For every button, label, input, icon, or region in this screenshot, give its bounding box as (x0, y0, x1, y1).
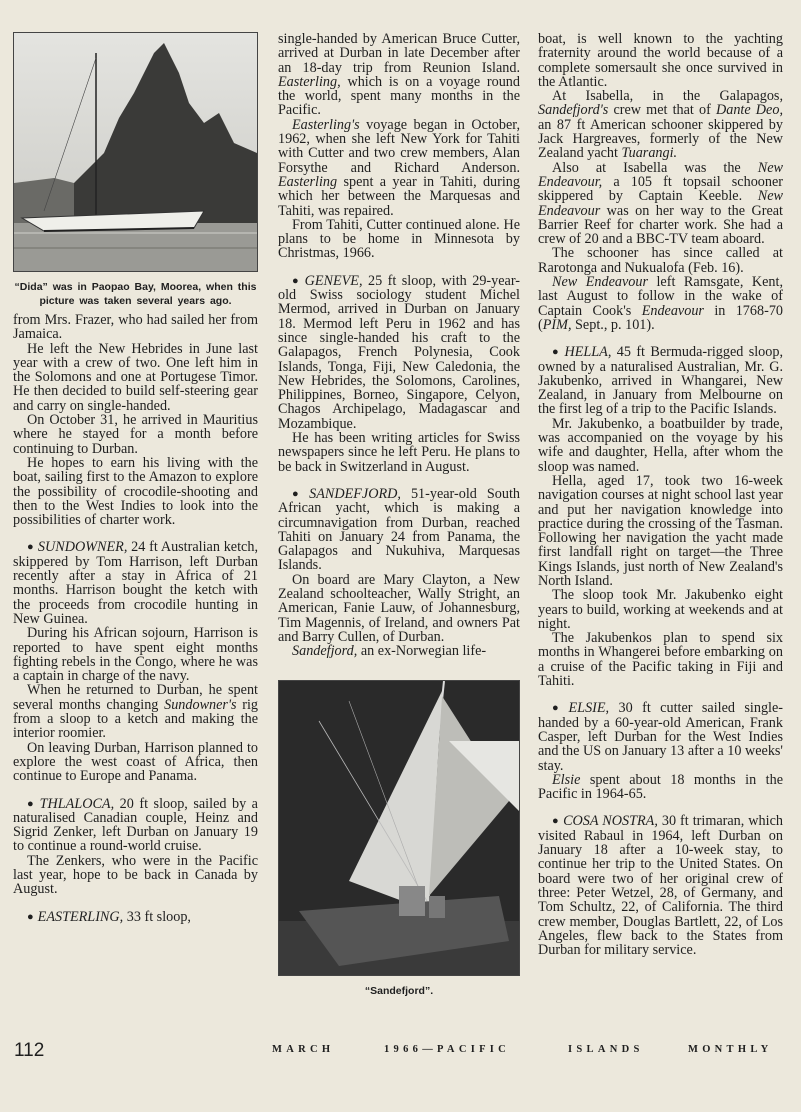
paragraph: The Zenkers, who were in the Pacific last year, hope to be back in Canada by August. (13, 852, 258, 898)
paragraph: At Isabella, in the Galapagos, Sandefjord's crew met that of Dante Deo, an 87 ft American schooner skippered by Jack Hargreaves, formerly of the New Zealand yacht Tuarangi. (538, 88, 783, 162)
dida-caption: “Dida” was in Paopao Bay, Moorea, when this picture was taken several years ago. (14, 281, 257, 307)
paragraph: from Mrs. Frazer, who had sailed her from Jamaica. (13, 312, 258, 343)
paragraph: Hella, aged 17, took two 16-week navigation courses at night school last year and put her navigation knowledge into practice during the crossing of the Tasman. Following her navigation the yacht made first landfall right on target—the Three Kings Islands, just north of New Zealand's North Island. (538, 472, 783, 589)
elsie-entry: ● ELSIE, 30 ft cutter sailed single-handed by a 60-year-old American, Frank Casper, left Durban for the West Indies and the US on January 13 after a 10 weeks' stay. (538, 700, 783, 774)
paragraph: Elsie spent about 18 months in the Pacific in 1964-65. (538, 771, 783, 803)
dida-photo (13, 32, 258, 272)
yacht-name: GENEVE, (304, 272, 363, 289)
yacht-name: SANDEFJORD, (309, 485, 401, 502)
column-3 (538, 32, 783, 957)
paragraph: When he returned to Durban, he spent several months changing Sundowner's rig from a sloop to a ketch and making the interior roomier. (13, 682, 258, 742)
paragraph: The sloop took Mr. Jakubenko eight years to build, working at weekends and at night. (538, 587, 783, 632)
geneve-entry: ● GENEVE, 25 ft sloop, with 29-year-old Swiss sociology student Michel Mermod, arrived in Durban on January 18. Mermod left Peru in 1962 and has since single-handed his craft to the Galapagos, French Polynesia, Cook Islands, Tonga, Fiji, New Caledonia, the New Hebrides, the Solomons, Carolines, Philippines, Borneo, Singapore, Celyon, Chagos Archipelago, Madagascar and Mozambique. (278, 272, 520, 432)
bullet-icon: ● (292, 487, 306, 500)
paragraph: boat, is well known to the yachting fraternity around the world because of a complete somersault she once survived in the Atlantic. (538, 31, 783, 90)
paragraph: From Tahiti, Cutter continued alone. He plans to be home in Minnesota by Christmas, 1966. (278, 216, 520, 262)
bullet-icon: ● (292, 274, 301, 287)
page-number: 112 (14, 1040, 45, 1061)
footer-islands: ISLANDS (568, 1044, 644, 1055)
yacht-name: COSA NOSTRA, (563, 813, 658, 830)
hella-entry: ● HELLA, 45 ft Bermuda-rigged sloop, owned by a naturalised Australian, Mr. G. Jakubenko, arrived in Whangarei, New Zealand, in January from Melbourne on the first leg of a trip to the Pacific Islands. (538, 344, 783, 418)
bullet-icon: ● (552, 346, 561, 359)
paragraph: The Jakubenkos plan to spend six months in Whangerei before embarking on a cruise of the Pacific taking in Fiji and Tahiti. (538, 630, 783, 690)
paragraph: Mr. Jakubenko, a boatbuilder by trade, was accompanied on the voyage by his wife and daughter, Hella, after whom the sloop was named. (538, 415, 783, 475)
paragraph: Easterling's voyage began in October, 1962, when she left New York for Tahiti with Cutter and two crew members, Alan Forsythe and Richard Anderson. Easterling spent a year in Tahiti, during which her between the Marquesas and Tahiti, was repaired. (278, 116, 520, 219)
yacht-name: SUNDOWNER, (37, 539, 128, 556)
paragraph: On leaving Durban, Harrison planned to explore the west coast of Africa, then continue to Europe and Panama. (13, 739, 258, 785)
paragraph: Also at Isabella was the New Endeavour, a 105 ft topsail schooner skippered by Captain Keeble. New Endeavour was on her way to the Great Barrier Reef for charter work. She had a crew of 20 and a BBC-TV team aboard. (538, 159, 783, 248)
paragraph: He has been writing articles for Swiss newspapers since he left Peru. He plans to be back in Switzerland in August. (278, 430, 520, 475)
page-footer (0, 1040, 801, 1070)
paragraph: On board are Mary Clayton, a New Zealand schoolteacher, Wally Stright, an American, Fanie Lauw, of Johannesburg, Tim Magennis, of Ireland, and owners Pat and Barry Cullen, of Durban. (278, 571, 520, 645)
cosa-nostra-entry: ● COSA NOSTRA, 30 ft trimaran, which visited Rabaul in 1964, left Durban on January 18 after a 10-week stay, to continue her trip to the United States. On board were two of her original crew of three: Peter Wetzel, 28, of Germany, and Tom Schultz, 22, of California. The third crew member, Douglas Bartlett, 22, of Los Angeles, flew back to the States from Durban for military service. (538, 813, 783, 959)
bullet-icon: ● (27, 910, 34, 923)
bullet-icon: ● (552, 815, 560, 828)
easterling-entry: ● EASTERLING, 33 ft sloop, (27, 908, 191, 925)
column-1 (13, 32, 258, 924)
paragraph: New Endeavour left Ramsgate, Kent, last August to follow in the wake of Captain Cook's Endeavour in 1768-70 (PIM, Sept., p. 101). (538, 274, 784, 333)
yacht-name: EASTERLING, (37, 908, 124, 925)
bullet-icon: ● (27, 797, 36, 810)
sandefjord-entry: ● SANDEFJORD, 51-year-old South African yacht, which is making a circumnavigation from Durban, reached Tahiti on January 24 from Panama, the Galapagos and Nukuhiva, Marquesas Islands. (278, 485, 520, 574)
footer-monthly: MONTHLY (688, 1044, 773, 1055)
paragraph: Sandefjord, an ex-Norwegian life- (292, 643, 487, 660)
paragraph: He hopes to earn his living with the boat, sailing first to the Amazon to explore the possibility of crocodile-shooting and then to the West Indies to look into the possibilities of charter work. (13, 454, 258, 529)
yacht-name: ELSIE, (568, 700, 610, 717)
sandefjord-photo (278, 680, 520, 976)
paragraph: single-handed by American Bruce Cutter, arrived at Durban in late December after an 18-day trip from Reunion Island. Easterling, which is on a voyage round the world, spent many months in the Pacific. (278, 31, 520, 119)
column-2 (278, 32, 520, 1003)
paragraph: On October 31, he arrived in Mauritius where he stayed for a month before continuing to Durban. (13, 412, 258, 457)
yacht-name: THLALOCA, (39, 795, 115, 812)
thlaloca-entry: ● THLALOCA, 20 ft sloop, sailed by a naturalised Canadian couple, Heinz and Sigrid Zenker, left Durban on January 19 to continue a round-world cruise. (13, 795, 258, 855)
paragraph: He left the New Hebrides in June last year with a crew of two. One left him in the Solomons and one at Portugese Timor. He then decided to build self-steering gear and carry on single-handed. (13, 340, 258, 414)
bullet-icon: ● (552, 702, 565, 715)
bullet-icon: ● (27, 541, 34, 554)
sandefjord-caption: “Sandefjord”. (364, 985, 434, 998)
paragraph: The schooner has since called at Rarotonga and Nukualofa (Feb. 16). (538, 245, 783, 276)
footer-year-title: 1966—PACIFIC (384, 1044, 511, 1055)
yacht-name: HELLA, (564, 344, 612, 361)
paragraph: During his African sojourn, Harrison is reported to have spent eight months fighting rebels in the Congo, where he was a captain in charge of the navy. (13, 625, 258, 685)
footer-month: MARCH (272, 1044, 335, 1055)
sundowner-entry: ● SUNDOWNER, 24 ft Australian ketch, skippered by Tom Harrison, left Durban recently after a stay in Africa of 21 months. Harrison bought the ketch with the proceeds from crocodile hunting in New Guinea. (13, 539, 258, 627)
